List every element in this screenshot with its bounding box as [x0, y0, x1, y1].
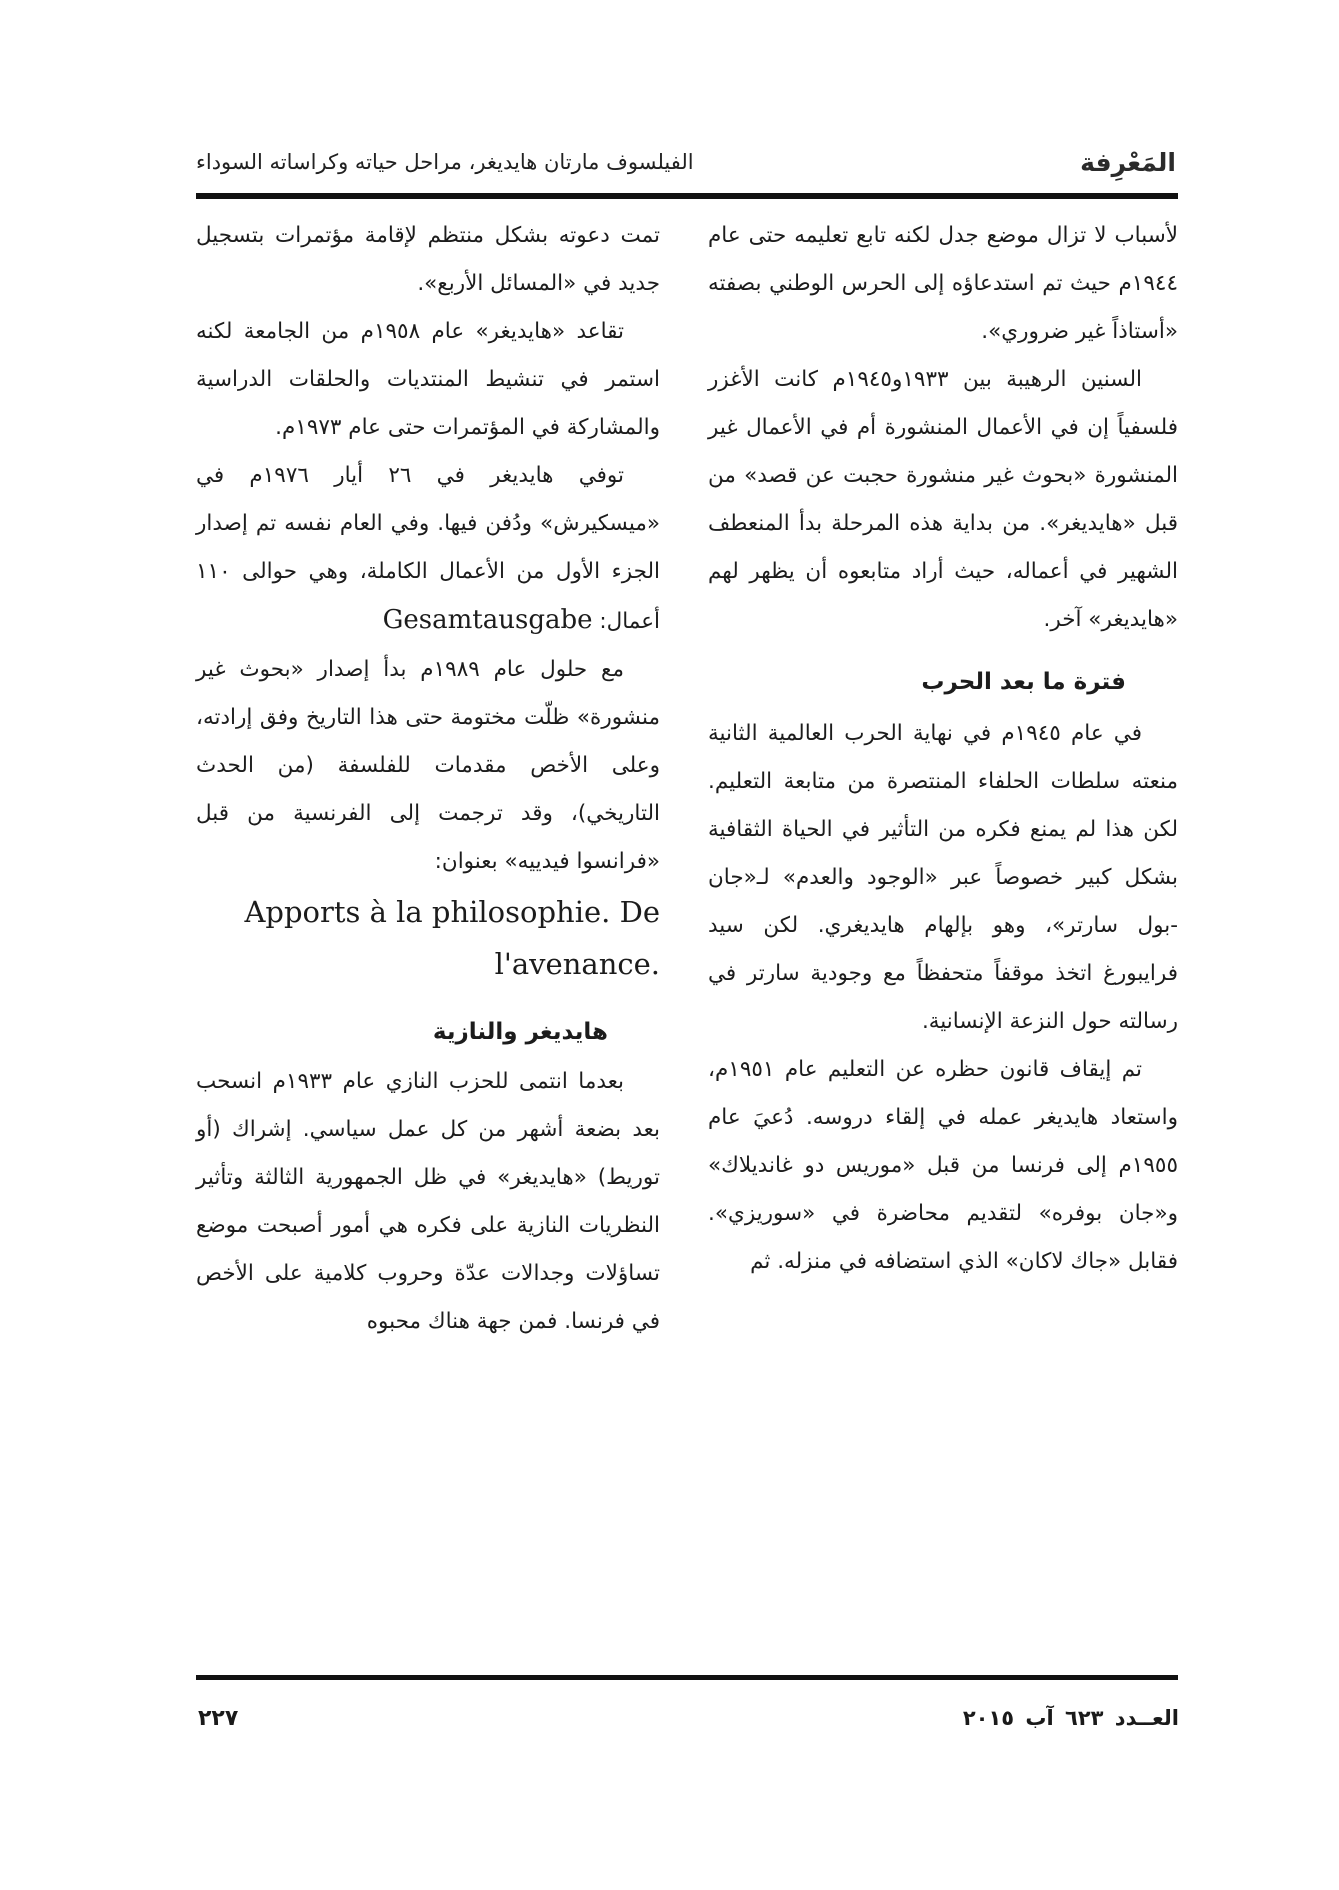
paragraph: بعدما انتمى للحزب النازي عام ١٩٣٣م انسحب بعد بضعة أشهر من كل عمل سياسي. إشراك (أو توريط) «هايديغر» في ظل الجمهورية الثالثة وتأثير النظريات النازية على فكره هي أمور أصبحت موضع تساؤلات وجدالات عدّة وحروب كلامية على الأخص في فرنسا. فمن جهة هناك محبوه — [196, 1069, 660, 1334]
paragraph-text: توفي هايديغر في ٢٦ أيار ١٩٧٦م في «ميسكيرش» ودُفن فيها. وفي العام نفسه تم إصدار الجزء الأول من الأعمال الكاملة، وهي حوالى ١١٠ أعمال: — [196, 463, 660, 634]
paragraph — [196, 452, 660, 646]
running-title: الفيلسوف مارتان هايديغر، مراحل حياته وكراساته السوداء — [196, 150, 694, 174]
header-divider — [196, 193, 1178, 199]
paragraph: تم إيقاف قانون حظره عن التعليم عام ١٩٥١م، واستعاد هايديغر عمله في إلقاء دروسه. دُعيَ عام ١٩٥٥م إلى فرنسا من قبل «موريس دو غانديلاك» و«جان بوفره» لتقديم محاضرة في «سوريزي». فقابل «جاك لاكان» الذي استضافه في منزله. ثم — [708, 1057, 1178, 1274]
section-heading: فترة ما بعد الحرب — [921, 669, 1126, 695]
french-title-line-2: l'avenance. — [494, 947, 660, 981]
section-heading: هايديغر والنازية — [432, 1019, 608, 1045]
page-header — [196, 148, 1176, 190]
paragraph: السنين الرهيبة بين ١٩٣٣و١٩٤٥م كانت الأغزر فلسفياً إن في الأعمال المنشورة أم في الأعمال غير المنشورة «بحوث غير منشورة حجبت عن قصد» من قبل «هايديغر». من بداية هذه المرحلة بدأ المنعطف الشهير في أعماله، حيث أراد متابعوه أن يظهر لهم «هايديغر» آخر. — [708, 367, 1178, 632]
paragraph: تمت دعوته بشكل منتظم لإقامة مؤتمرات بتسجيل جديد في «المسائل الأربع». — [196, 223, 660, 296]
french-title-text: Apports à la philosophie. De — [244, 895, 660, 929]
left-column — [196, 212, 660, 1346]
latin-term: Gesamtausgabe — [382, 605, 593, 635]
footer-divider — [196, 1675, 1178, 1680]
french-title-line-1 — [196, 886, 660, 938]
magazine-logo: المَعْرِفة — [1080, 148, 1176, 177]
paragraph: مع حلول عام ١٩٨٩م بدأ إصدار «بحوث غير منشورة» ظلّت مختومة حتى هذا التاريخ وفق إرادته، وعلى الأخص مقدمات للفلسفة (من الحدث التاريخي)، وقد ترجمت إلى الفرنسية من قبل «فرانسوا فيدييه» بعنوان: — [196, 657, 660, 874]
right-column — [708, 212, 1178, 1286]
paragraph: تقاعد «هايديغر» عام ١٩٥٨م من الجامعة لكنه استمر في تنشيط المنتديات والحلقات الدراسية والمشاركة في المؤتمرات حتى عام ١٩٧٣م. — [196, 319, 660, 440]
issue-info: العــدد ٦٢٣ آب ٢٠١٥ — [962, 1706, 1179, 1730]
paragraph: في عام ١٩٤٥م في نهاية الحرب العالمية الثانية منعته سلطات الحلفاء المنتصرة من متابعة التعليم. لكن هذا لم يمنع فكره من التأثير في الحياة الثقافية بشكل كبير خصوصاً عبر «الوجود والعدم» لـ«جان -بول سارتر»، وهو بإلهام هايديغري. لكن سيد فرايبورغ اتخذ موقفاً متحفظاً مع وجودية سارتر في رسالته حول النزعة الإنسانية. — [708, 721, 1178, 1034]
paragraph: لأسباب لا تزال موضع جدل لكنه تابع تعليمه حتى عام ١٩٤٤م حيث تم استدعاؤه إلى الحرس الوطني بصفته «أستاذاً غير ضروري». — [708, 223, 1178, 344]
page-number: ٢٢٧ — [198, 1706, 239, 1731]
